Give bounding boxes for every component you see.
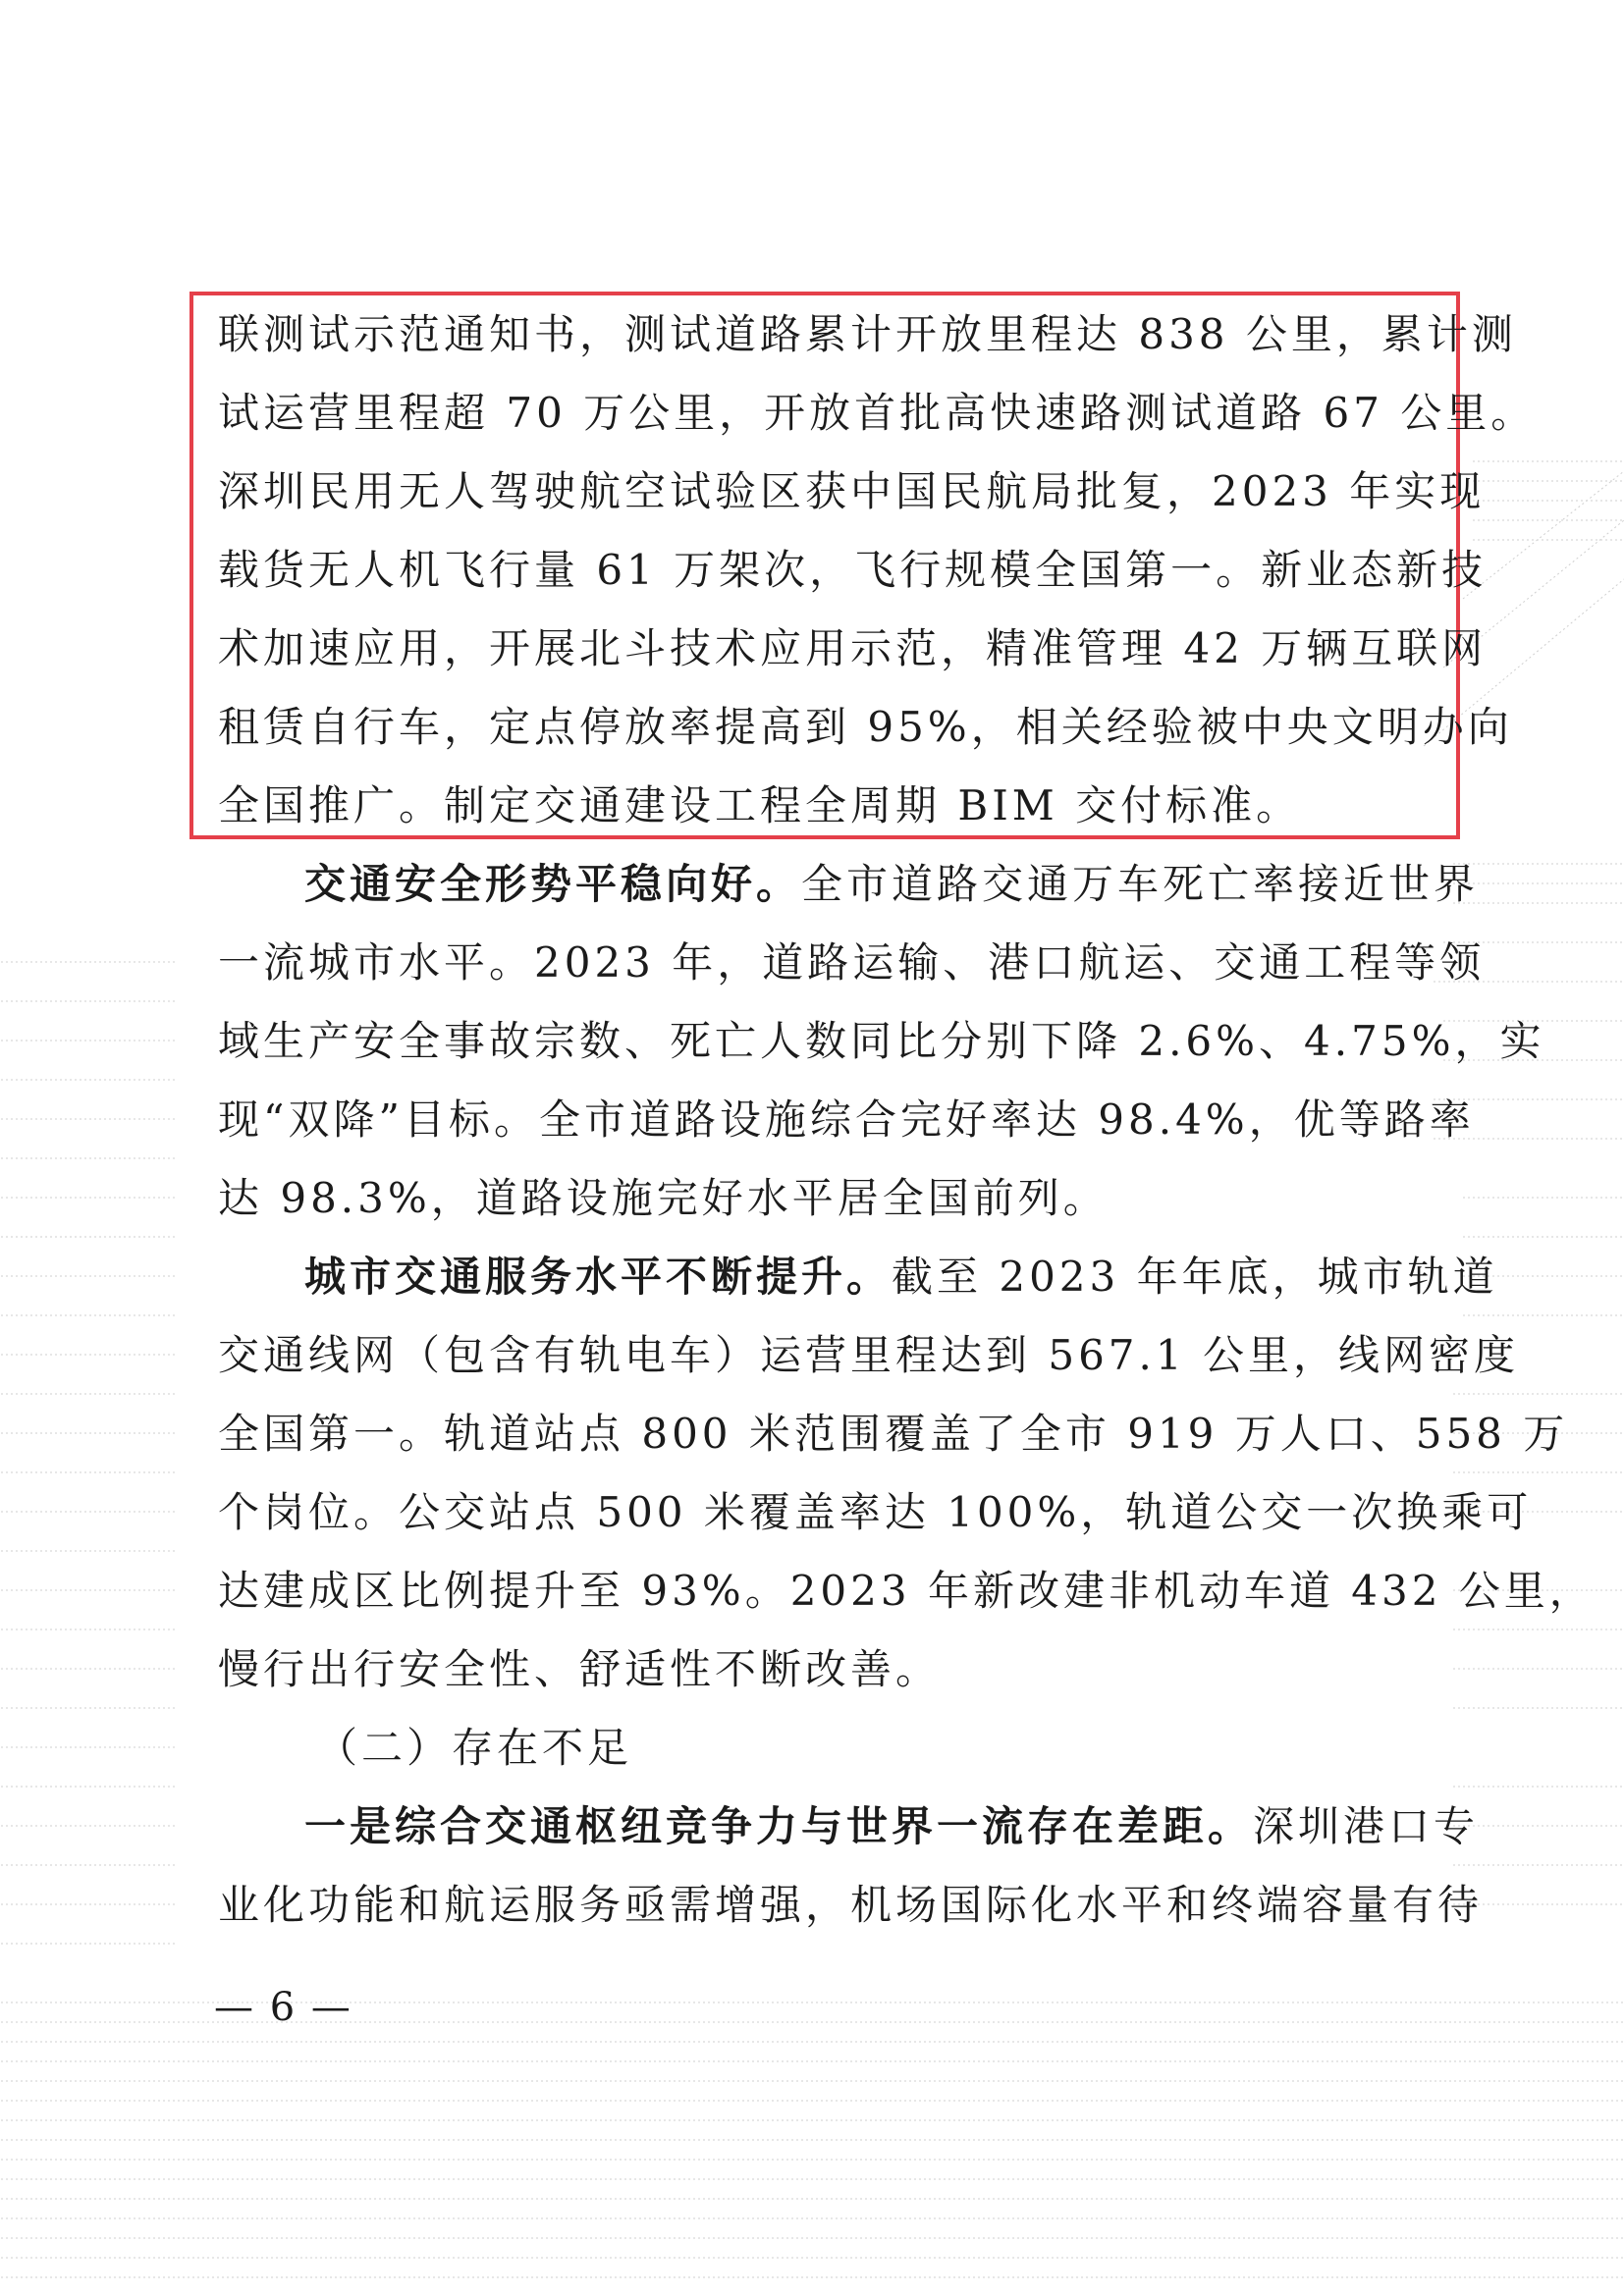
- safety-paragraph-first-line: [218, 845, 1480, 924]
- section-title: （二）存在不足: [316, 1724, 633, 1772]
- text-line-1: 联测试示范通知书，测试道路累计开放里程达 838 公里，累计测: [218, 310, 1517, 358]
- safety-heading: 交通安全形势平稳向好。: [304, 860, 802, 908]
- service-line-2: 交通线网（包含有轨电车）运营里程达到 567.1 公里，线网密度: [218, 1331, 1519, 1379]
- text-line-5: 术加速应用，开展北斗技术应用示范，精准管理 42 万辆互联网: [218, 624, 1488, 672]
- gap-first-line-text: 深圳港口专: [1253, 1802, 1480, 1850]
- service-line-4: 个岗位。公交站点 500 米覆盖率达 100%，轨道公交一次换乘可: [218, 1488, 1533, 1536]
- safety-line-4: 现“双降”目标。全市道路设施综合完好率达 98.4%，优等路率: [218, 1095, 1475, 1144]
- service-line-6: 慢行出行安全性、舒适性不断改善。: [218, 1645, 942, 1693]
- service-paragraph-first-line: [218, 1238, 1498, 1316]
- text-line-3: 深圳民用无人驾驶航空试验区获中国民航局批复，2023 年实现: [218, 467, 1486, 515]
- text-line-6: 租赁自行车，定点停放率提高到 95%，相关经验被中央文明办向: [218, 703, 1513, 751]
- gap-heading: 一是综合交通枢纽竞争力与世界一流存在差距。: [304, 1802, 1254, 1850]
- service-heading: 城市交通服务水平不断提升。: [304, 1253, 893, 1301]
- gap-line-2: 业化功能和航运服务亟需增强，机场国际化水平和终端容量有待: [218, 1881, 1484, 1929]
- gap-paragraph-first-line: [218, 1788, 1480, 1866]
- safety-line-2: 一流城市水平。2023 年，道路运输、港口航运、交通工程等领: [218, 938, 1486, 987]
- service-line-5: 达建成区比例提升至 93%。2023 年新改建非机动车道 432 公里，: [218, 1567, 1595, 1615]
- service-first-line-text: 截至 2023 年年底，城市轨道: [892, 1253, 1498, 1301]
- text-line-2: 试运营里程超 70 万公里，开放首批高快速路测试道路 67 公里。: [218, 389, 1537, 437]
- text-line-4: 载货无人机飞行量 61 万架次，飞行规模全国第一。新业态新技: [218, 546, 1488, 594]
- service-line-3: 全国第一。轨道站点 800 米范围覆盖了全市 919 万人口、558 万: [218, 1410, 1569, 1458]
- safety-line-3: 域生产安全事故宗数、死亡人数同比分别下降 2.6%、4.75%，实: [218, 1017, 1545, 1065]
- safety-first-line-text: 全市道路交通万车死亡率接近世界: [801, 860, 1480, 908]
- page-number: — 6 —: [214, 1985, 352, 2030]
- safety-line-5: 达 98.3%，道路设施完好水平居全国前列。: [218, 1174, 1109, 1222]
- text-line-7: 全国推广。制定交通建设工程全周期 BIM 交付标准。: [218, 781, 1302, 829]
